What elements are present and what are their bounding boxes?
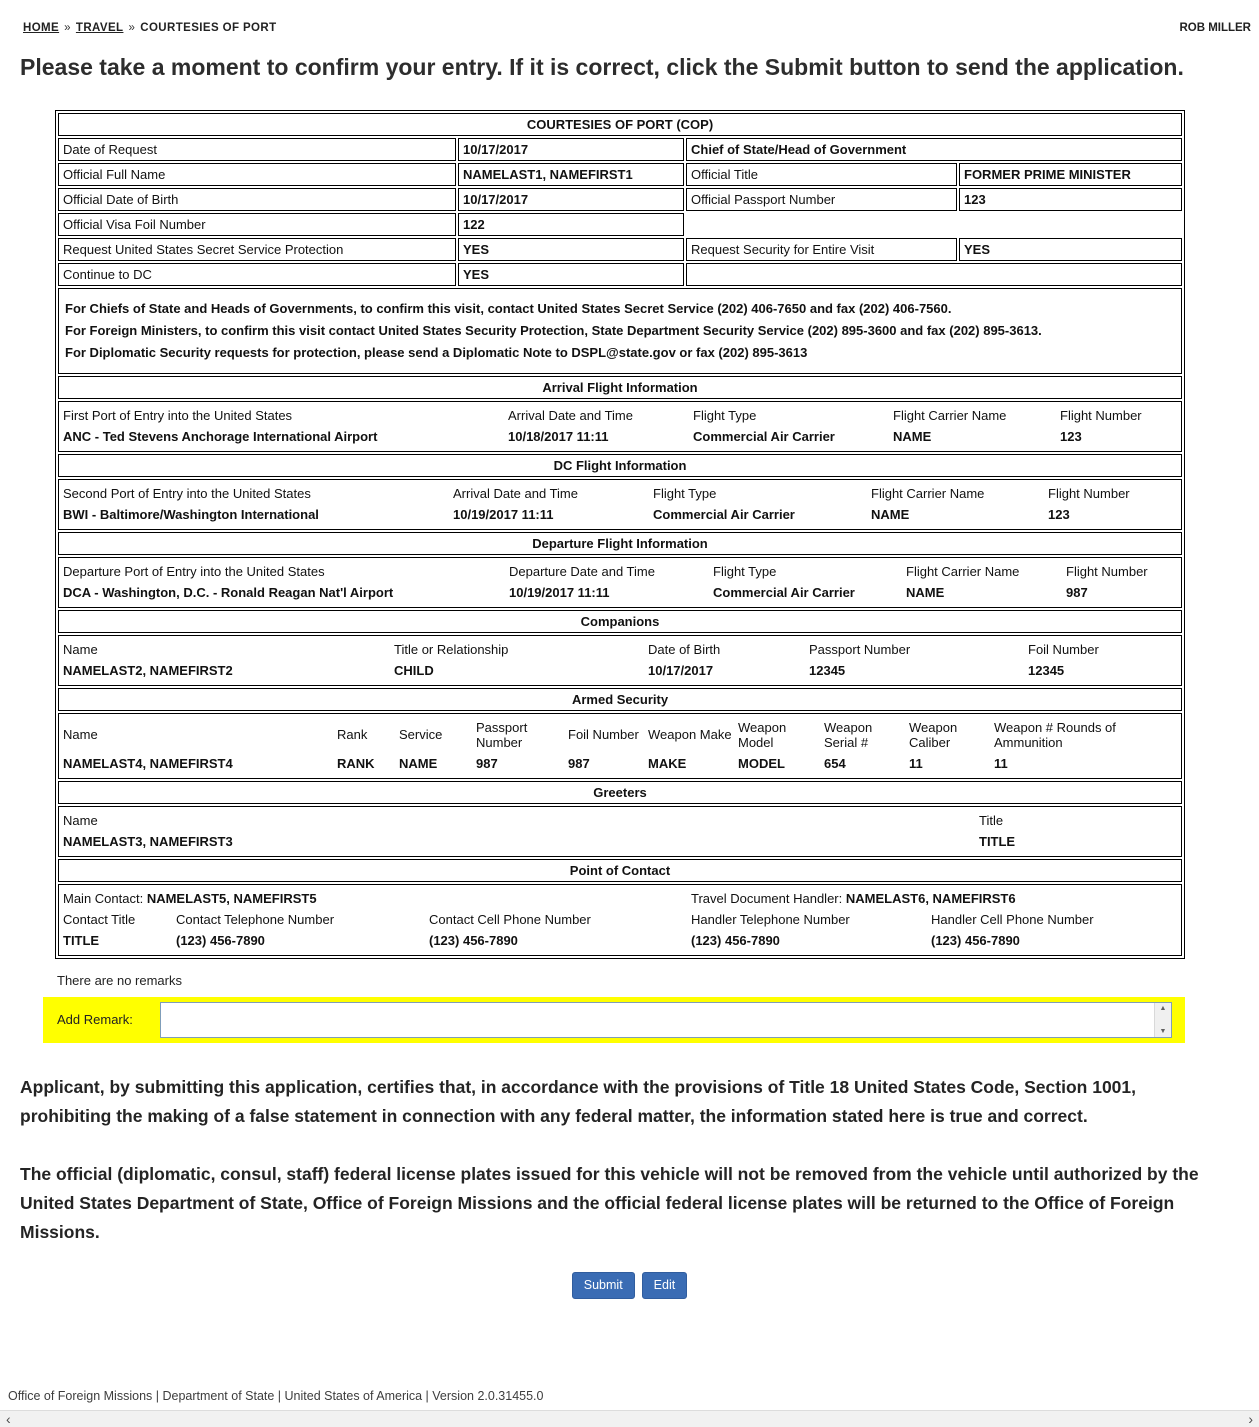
breadcrumb-current: COURTESIES OF PORT	[140, 22, 277, 34]
official-title-label: Official Title	[686, 163, 957, 186]
remark-scrollbar[interactable]	[1154, 1003, 1171, 1037]
departure-carrier-value: NAME	[906, 584, 945, 600]
add-remark-textarea[interactable]	[161, 1003, 1154, 1037]
breadcrumb-separator: »	[64, 22, 71, 34]
armed-service-header: Service	[399, 727, 443, 743]
section-dc-flight	[58, 479, 1182, 530]
greeter-name-value: NAMELAST3, NAMEFIRST3	[63, 833, 233, 849]
arrival-flight-type-header: Flight Type	[693, 407, 757, 423]
scroll-left-icon[interactable]: ‹	[6, 1411, 11, 1427]
breadcrumb-home-link[interactable]: HOME	[23, 22, 60, 34]
arrival-carrier-header: Flight Carrier Name	[893, 407, 1007, 423]
section-greeters	[58, 806, 1182, 857]
secret-service-value: YES	[458, 238, 684, 261]
entire-visit-value: YES	[959, 238, 1182, 261]
section-title-companions: Companions	[58, 610, 1182, 633]
main-contact-label: Main Contact:	[63, 890, 144, 906]
contact-title-header: Contact Title	[63, 911, 136, 927]
action-buttons	[0, 1272, 1259, 1299]
dc-carrier-header: Flight Carrier Name	[871, 485, 985, 501]
armed-weapon-caliber-header: Weapon Caliber	[909, 719, 958, 750]
companion-name-value: NAMELAST2, NAMEFIRST2	[63, 662, 233, 678]
main-contact	[63, 891, 691, 906]
official-dob-label: Official Date of Birth	[58, 188, 456, 211]
chief-of-state-header: Chief of State/Head of Government	[686, 138, 1182, 161]
armed-weapon-model-header: Weapon Model	[738, 719, 787, 750]
armed-name-value: NAMELAST4, NAMEFIRST4	[63, 755, 233, 771]
handler-phone-value: (123) 456-7890	[691, 932, 780, 948]
section-title-point-of-contact: Point of Contact	[58, 859, 1182, 882]
greeter-title-value: TITLE	[979, 833, 1016, 849]
section-armed-security	[58, 713, 1182, 779]
section-title-departure-flight: Departure Flight Information	[58, 532, 1182, 555]
certification-text	[20, 1073, 1200, 1247]
footer-text: Office of Foreign Missions | Department of State | United States of America | Version 2.0.31455.0	[8, 1389, 544, 1403]
companion-relationship-value: CHILD	[394, 662, 434, 678]
armed-passport-header: Passport Number	[476, 719, 528, 750]
entire-visit-label: Request Security for Entire Visit	[686, 238, 957, 261]
companion-dob-header: Date of Birth	[648, 641, 721, 657]
breadcrumb	[23, 22, 277, 34]
cop-table	[55, 110, 1185, 959]
add-remark-label: Add Remark:	[57, 1011, 133, 1027]
scroll-up-icon[interactable]: ▲	[1159, 1004, 1167, 1012]
dc-datetime-header: Arrival Date and Time	[453, 485, 578, 501]
section-companions	[58, 635, 1182, 686]
companion-relationship-header: Title or Relationship	[394, 641, 509, 657]
official-full-name-value: NAMELAST1, NAMEFIRST1	[458, 163, 684, 186]
companion-dob-value: 10/17/2017	[648, 662, 714, 678]
cop-table-title: COURTESIES OF PORT (COP)	[58, 113, 1182, 136]
armed-rank-value: RANK	[337, 755, 375, 771]
dc-flight-type-header: Flight Type	[653, 485, 717, 501]
dc-flight-type-value: Commercial Air Carrier	[653, 506, 795, 522]
official-passport-label: Official Passport Number	[686, 188, 957, 211]
companion-passport-header: Passport Number	[809, 641, 911, 657]
submit-button[interactable]: Submit	[572, 1272, 635, 1299]
armed-service-value: NAME	[399, 755, 438, 771]
companion-foil-header: Foil Number	[1028, 641, 1099, 657]
official-full-name-label: Official Full Name	[58, 163, 456, 186]
travel-document-handler	[691, 891, 1177, 906]
date-of-request-value: 10/17/2017	[458, 138, 684, 161]
departure-datetime-header: Departure Date and Time	[509, 563, 655, 579]
breadcrumb-travel-link[interactable]: TRAVEL	[75, 22, 124, 34]
departure-port-header: Departure Port of Entry into the United States	[63, 563, 325, 579]
dc-datetime-value: 10/19/2017 11:11	[453, 506, 554, 522]
user-name: ROB MILLER	[1179, 22, 1251, 34]
continue-dc-label: Continue to DC	[58, 263, 456, 286]
departure-flight-number-value: 987	[1066, 584, 1088, 600]
main-contact-name: NAMELAST5, NAMEFIRST5	[146, 890, 317, 906]
companion-name-header: Name	[63, 641, 98, 657]
add-remark-box	[160, 1002, 1172, 1038]
row-continue-dc	[58, 263, 1182, 286]
companion-passport-value: 12345	[809, 662, 846, 678]
armed-weapon-make-value: MAKE	[648, 755, 687, 771]
handler-cell-header: Handler Cell Phone Number	[931, 911, 1094, 927]
add-remark-section	[43, 997, 1185, 1043]
armed-weapon-rounds-header: Weapon # Rounds of Ammunition	[994, 719, 1116, 750]
section-departure-flight	[58, 557, 1182, 608]
greeter-title-header: Title	[979, 812, 1004, 828]
visa-foil-value: 122	[458, 213, 684, 236]
arrival-flight-number-header: Flight Number	[1060, 407, 1142, 423]
arrival-datetime-header: Arrival Date and Time	[508, 407, 633, 423]
handler-phone-header: Handler Telephone Number	[691, 911, 850, 927]
visa-foil-label: Official Visa Foil Number	[58, 213, 456, 236]
row-date-of-request	[58, 138, 1182, 161]
notice-line-1: For Chiefs of State and Heads of Governments, to confirm this visit, contact United States Secret Service (202) 406-7650 and fax (202) 406-7560.	[65, 300, 952, 316]
dc-flight-number-value: 123	[1048, 506, 1070, 522]
contact-phone-header: Contact Telephone Number	[176, 911, 335, 927]
row-secret-service	[58, 238, 1182, 261]
row-official-name	[58, 163, 1182, 186]
date-of-request-label: Date of Request	[58, 138, 456, 161]
certification-paragraph-1: Applicant, by submitting this application, certifies that, in accordance with the provisions of Title 18 United States Code, Section 1001, prohibiting the making of a false statement in connection with any federal matter, the information stated here is true and correct.	[20, 1076, 1137, 1126]
greeter-name-header: Name	[63, 812, 98, 828]
notice-line-2: For Foreign Ministers, to confirm this visit contact United States Security Protection, State Department Security Service (202) 895-3600 and fax (202) 895-3613.	[65, 322, 1042, 338]
departure-flight-number-header: Flight Number	[1066, 563, 1148, 579]
top-bar	[0, 0, 1259, 34]
dc-port-value: BWI - Baltimore/Washington International	[63, 506, 319, 522]
arrival-port-header: First Port of Entry into the United States	[63, 407, 293, 423]
companion-foil-value: 12345	[1028, 662, 1065, 678]
official-passport-value: 123	[959, 188, 1182, 211]
section-arrival-flight	[58, 401, 1182, 452]
arrival-flight-number-value: 123	[1060, 428, 1082, 444]
arrival-port-value: ANC - Ted Stevens Anchorage International Airport	[63, 428, 378, 444]
armed-name-header: Name	[63, 727, 98, 743]
row-visa-foil	[58, 213, 1182, 236]
armed-weapon-serial-value: 654	[824, 755, 846, 771]
notice-line-3: For Diplomatic Security requests for protection, please send a Diplomatic Note to DSPL@state.gov or fax (202) 895-3613	[65, 345, 808, 361]
arrival-datetime-value: 10/18/2017 11:11	[508, 428, 609, 444]
official-title-value: FORMER PRIME MINISTER	[959, 163, 1182, 186]
dc-flight-number-header: Flight Number	[1048, 485, 1130, 501]
armed-weapon-rounds-value: 11	[994, 755, 1008, 771]
dc-carrier-value: NAME	[871, 506, 910, 522]
departure-flight-type-value: Commercial Air Carrier	[713, 584, 855, 600]
armed-weapon-make-header: Weapon Make	[648, 727, 732, 743]
page-title: Please take a moment to confirm your entry. If it is correct, click the Submit button to send the application.	[20, 54, 1184, 80]
official-dob-value: 10/17/2017	[458, 188, 684, 211]
breadcrumb-separator: »	[128, 22, 136, 34]
section-title-dc-flight: DC Flight Information	[58, 454, 1182, 477]
handler-label: Travel Document Handler:	[691, 890, 843, 906]
contact-title-value: TITLE	[63, 932, 100, 948]
arrival-flight-type-value: Commercial Air Carrier	[693, 428, 835, 444]
arrival-carrier-value: NAME	[893, 428, 932, 444]
certification-paragraph-2: The official (diplomatic, consul, staff) federal license plates issued for this vehicle will not be removed from the vehicle until authorized by the United States Department of State, Office of Foreign Missions and the official federal license plates will be returned to the Office of Foreign Missions.	[20, 1163, 1199, 1242]
section-title-armed-security: Armed Security	[58, 688, 1182, 711]
armed-weapon-caliber-value: 11	[909, 755, 923, 771]
handler-cell-value: (123) 456-7890	[931, 932, 1020, 948]
empty-spacer	[686, 213, 1182, 236]
scroll-right-icon[interactable]: ›	[1248, 1411, 1253, 1427]
section-title-greeters: Greeters	[58, 781, 1182, 804]
horizontal-scrollbar[interactable]	[0, 1410, 1259, 1427]
secret-service-label: Request United States Secret Service Protection	[58, 238, 456, 261]
armed-foil-header: Foil Number	[568, 727, 639, 743]
armed-rank-header: Rank	[337, 727, 368, 743]
contact-cell-value: (123) 456-7890	[429, 932, 518, 948]
continue-dc-value: YES	[458, 263, 684, 286]
departure-carrier-header: Flight Carrier Name	[906, 563, 1020, 579]
contact-cell-header: Contact Cell Phone Number	[429, 911, 591, 927]
armed-foil-value: 987	[568, 755, 590, 771]
armed-passport-value: 987	[476, 755, 498, 771]
departure-datetime-value: 10/19/2017 11:11	[509, 584, 610, 600]
section-point-of-contact	[58, 884, 1182, 956]
armed-weapon-serial-header: Weapon Serial #	[824, 719, 873, 750]
departure-flight-type-header: Flight Type	[713, 563, 777, 579]
edit-button[interactable]: Edit	[642, 1272, 688, 1299]
armed-weapon-model-value: MODEL	[738, 755, 785, 771]
scroll-down-icon[interactable]: ▼	[1159, 1027, 1167, 1035]
empty-bordered-cell	[686, 263, 1182, 286]
row-official-dob	[58, 188, 1182, 211]
contact-notice	[58, 288, 1182, 374]
departure-port-value: DCA - Washington, D.C. - Ronald Reagan Nat'l Airport	[63, 584, 394, 600]
handler-name: NAMELAST6, NAMEFIRST6	[845, 890, 1016, 906]
contact-phone-value: (123) 456-7890	[176, 932, 265, 948]
dc-port-header: Second Port of Entry into the United States	[63, 485, 311, 501]
no-remarks-text: There are no remarks	[57, 972, 182, 988]
section-title-arrival-flight: Arrival Flight Information	[58, 376, 1182, 399]
